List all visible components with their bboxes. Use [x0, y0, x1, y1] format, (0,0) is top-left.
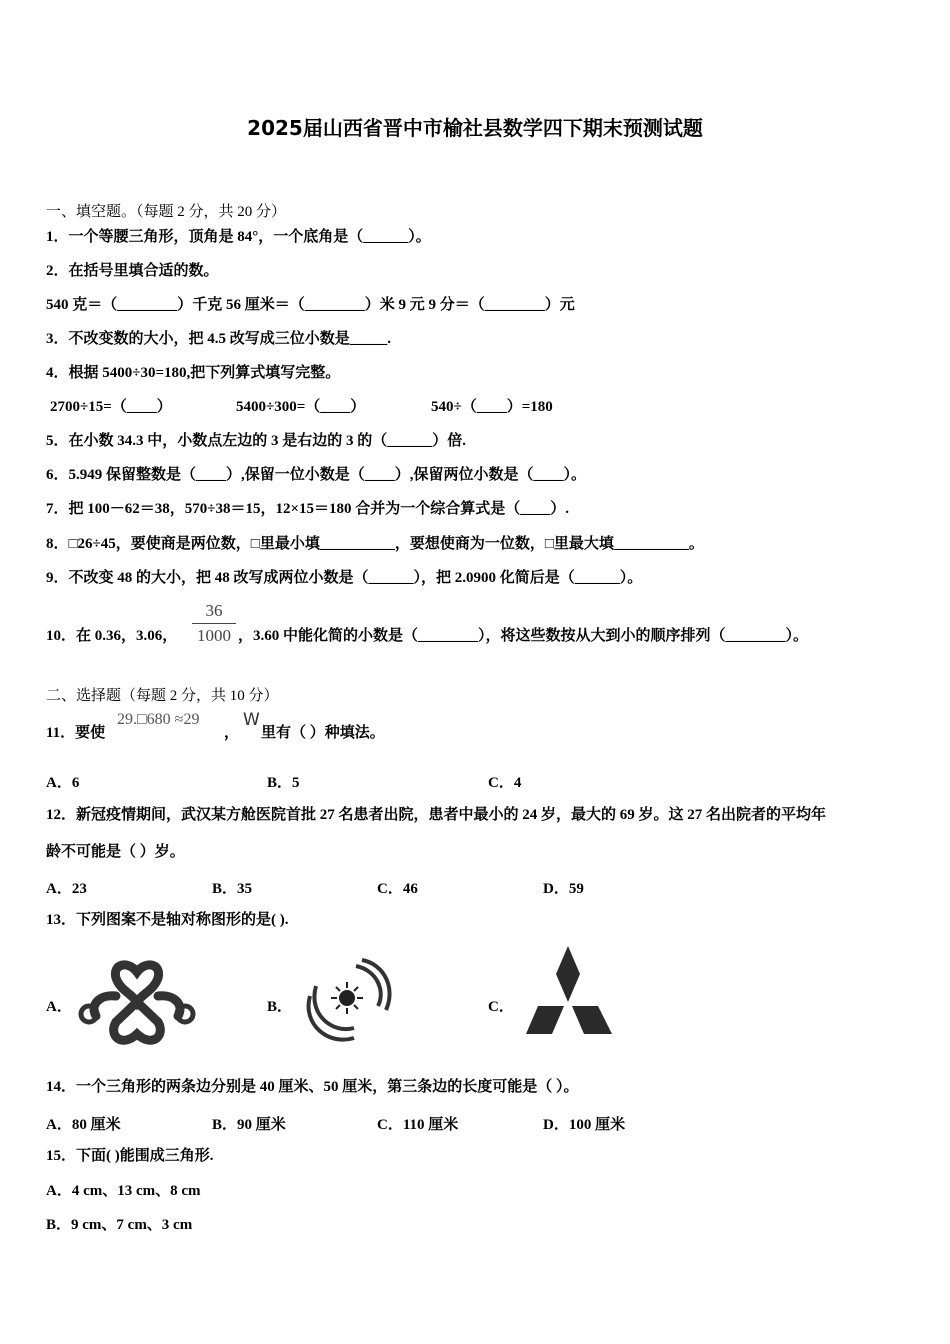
question-2-blanks: 540 克＝（________）千克 56 厘米＝（________）米 9 元 9 分＝（________）元: [46, 297, 575, 313]
fraction-numerator: 36: [205, 601, 223, 620]
question-10-end: ，3.60 中能化简的小数是（________），将这些数按从大到小的顺序排列（________）。: [238, 628, 809, 644]
fraction-bar: [192, 623, 236, 624]
page-title: 2025届山西省晋中市榆社县数学四下期末预测试题: [247, 116, 703, 140]
question-8: 8．□26÷45，要使商是两位数，□里最小填__________，要想使商为一位数，□里最大填__________。: [46, 536, 704, 552]
three-diamonds-figure: [522, 944, 618, 1040]
q12-option-d: D．59: [543, 881, 584, 897]
swirl-sun-figure: [292, 948, 402, 1050]
q13-option-a: A．: [46, 999, 72, 1015]
q14-option-b: B．90 厘米: [212, 1117, 286, 1133]
question-5: 5．在小数 34.3 中，小数点左边的 3 是右边的 3 的（______）倍.: [46, 433, 467, 449]
q11-option-a: A．6: [46, 775, 80, 791]
fraction-36-over-1000: [192, 601, 236, 646]
question-15: 15．下面( )能围成三角形.: [46, 1148, 214, 1164]
question-4-part-a: 2700÷15=（____）: [50, 399, 172, 415]
chinese-knot-figure: [76, 958, 198, 1050]
question-4-part-b: 5400÷300=（____）: [236, 399, 366, 415]
q12-option-c: C．46: [377, 881, 418, 897]
q11-option-b: B．5: [267, 775, 300, 791]
q13-option-c: C．: [488, 999, 514, 1015]
question-12-line-2: 龄不可能是（ ）岁。: [46, 844, 185, 860]
q11-option-c: C．4: [488, 775, 522, 791]
question-7: 7．把 100－62＝38，570÷38＝15，12×15＝180 合并为一个综合算式是（____）.: [46, 501, 570, 517]
question-11-comma: ，: [224, 725, 240, 741]
q12-option-a: A．23: [46, 881, 87, 897]
section-heading-fill-in: 一、填空题。（每题 2 分，共 20 分）: [46, 204, 287, 220]
question-11-formula: 29.□680 ≈29: [117, 711, 200, 728]
question-10-start: 10．在 0.36，3.06，: [46, 628, 178, 644]
section-heading-choice: 二、选择题（每题 2 分，共 10 分）: [46, 688, 279, 704]
question-9: 9．不改变 48 的大小，把 48 改写成两位小数是（______），把 2.0900 化简后是（______）。: [46, 570, 643, 586]
fraction-denominator: 1000: [197, 626, 231, 645]
question-6: 6．5.949 保留整数是（____）,保留一位小数是（____）,保留两位小数是（____）。: [46, 467, 587, 483]
question-11-end: 里有（ ）种填法。: [261, 725, 385, 741]
question-3: 3．不改变数的大小，把 4.5 改写成三位小数是_____.: [46, 331, 392, 347]
q12-option-b: B．35: [212, 881, 253, 897]
question-4: 4．根据 5400÷30=180,把下列算式填写完整。: [46, 365, 341, 381]
question-12-line-1: 12．新冠疫情期间，武汉某方舱医院首批 27 名患者出院，患者中最小的 24 岁，最大的 69 岁。这 27 名出院者的平均年: [46, 807, 827, 823]
q14-option-c: C．110 厘米: [377, 1117, 459, 1133]
question-11-start: 11．要使: [46, 725, 106, 741]
question-11-w: W: [243, 710, 260, 730]
question-4-part-c: 540÷（____）=180: [431, 399, 553, 415]
q14-option-a: A．80 厘米: [46, 1117, 121, 1133]
question-14: 14．一个三角形的两条边分别是 40 厘米、50 厘米，第三条边的长度可能是（ ）。: [46, 1079, 579, 1095]
q14-option-d: D．100 厘米: [543, 1117, 626, 1133]
question-2: 2．在括号里填合适的数。: [46, 263, 219, 279]
q15-option-b: B．9 cm、7 cm、3 cm: [46, 1217, 193, 1233]
q15-option-a: A．4 cm、13 cm、8 cm: [46, 1183, 201, 1199]
q13-option-b: B．: [267, 999, 293, 1015]
question-13: 13．下列图案不是轴对称图形的是( ).: [46, 912, 289, 928]
question-1: 1．一个等腰三角形，顶角是 84°，一个底角是（______）。: [46, 229, 431, 245]
